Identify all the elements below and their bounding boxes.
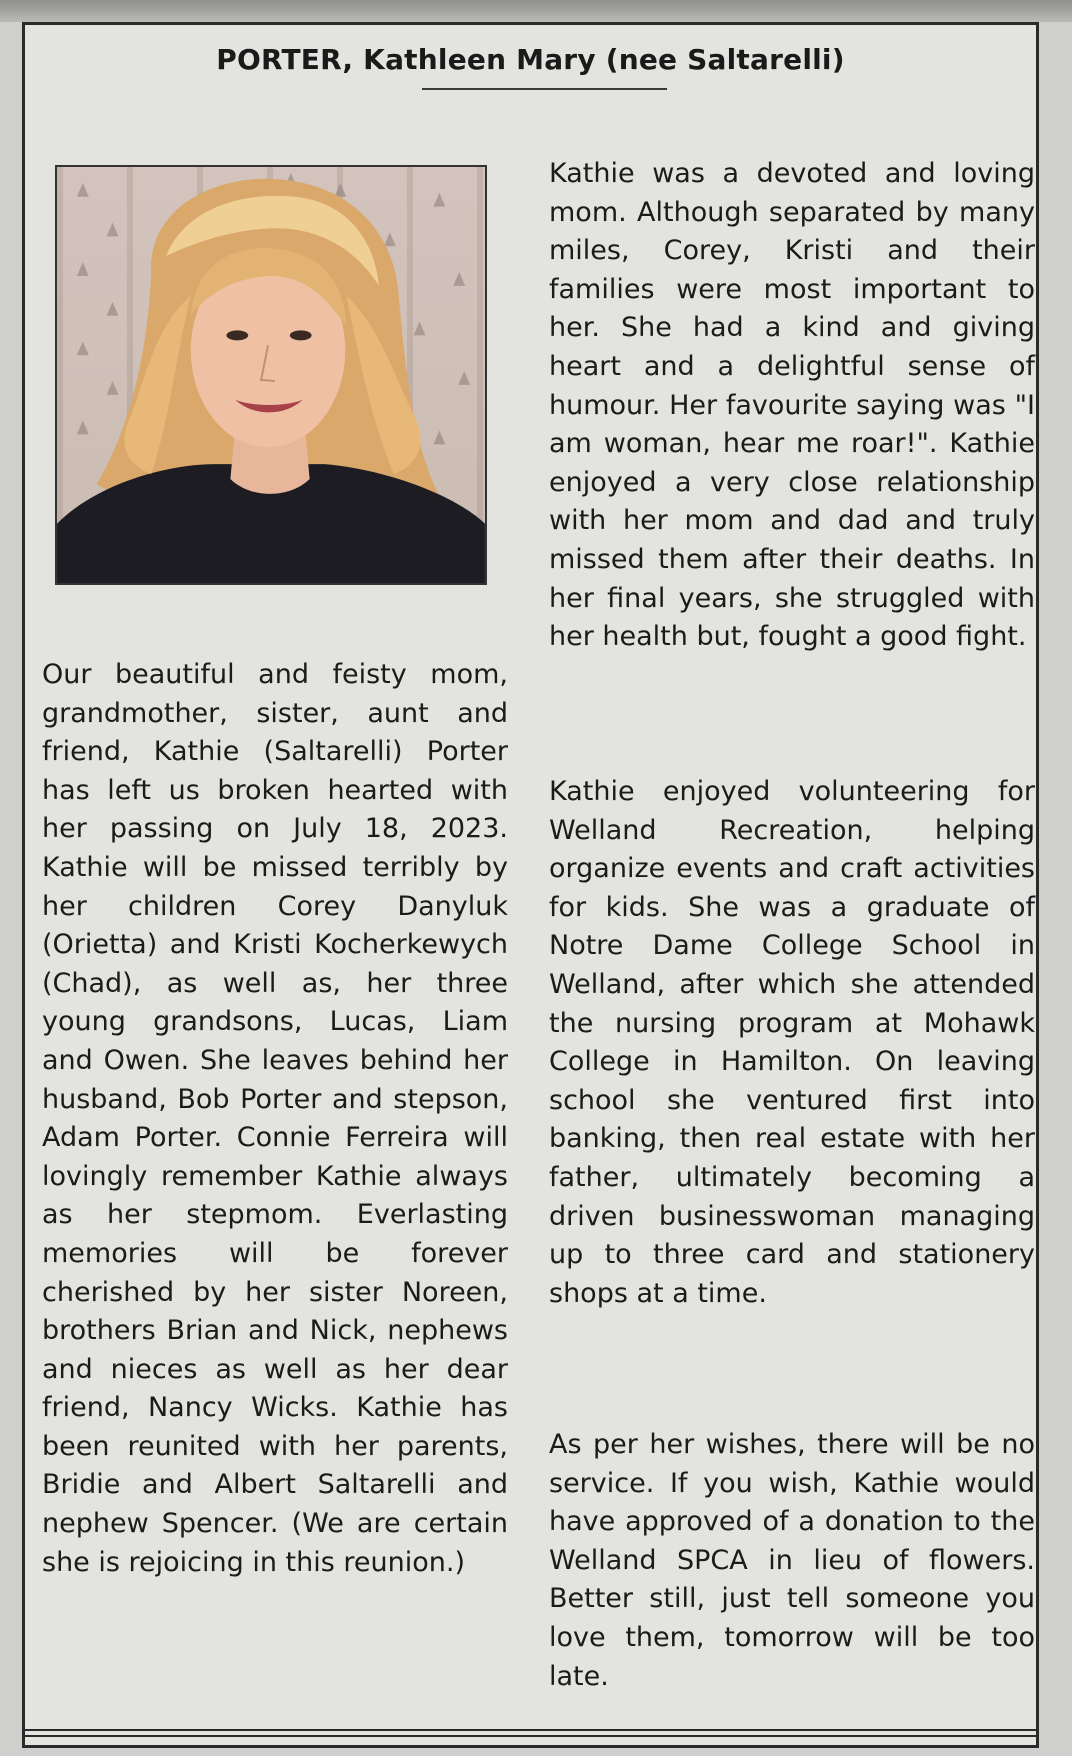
obituary-paragraph-wishes: As per her wishes, there will be no service. If you wish, Kathie would have approved of a donation to the Welland SPCA in lieu of flowers. Better still, just tell someone you love them, tomorrow will be too late. bbox=[549, 1429, 1035, 1692]
obituary-headline: PORTER, Kathleen Mary (nee Saltarelli) bbox=[216, 43, 845, 76]
eye-right bbox=[290, 330, 312, 340]
portrait-photo bbox=[55, 165, 487, 585]
obituary-paragraph-career: Kathie enjoyed volunteering for Welland Recreation, helping organize events and craft activities for kids. She was a graduate of Notre Dame College School in Welland, after which she attended the nursing program at Mohawk College in Hamilton. On leaving school she ventured first into banking, then real estate with her father, ultimately becoming a driven businesswoman managing up to three card and stationery shops at a time. bbox=[549, 776, 1035, 1309]
obituary-main-text: Our beautiful and feisty mom, grandmother, sister, aunt and friend, Kathie (Saltarelli) Porter has left us broken hearted with her passing on July 18, 2023. Kathie will be missed terribly by her children Corey Danyluk (Orietta) and Kristi Kocherkewych (Chad), as well as, her three young grandsons, Lucas, Liam and Owen. She leaves behind her husband, Bob Porter and stepson, Adam Porter. Connie Ferreira will lovingly remember Kathie always as her stepmom. Everlasting memories will be forever cherished by her sister Noreen, brothers Brian and Nick, nephews and nieces as well as her dear friend, Nancy Wicks. Kathie has been reunited with her parents, Bridie and Albert Saltarelli and nephew Spencer. (We are certain she is rejoicing in this reunion.) bbox=[42, 659, 508, 1578]
portrait-illustration bbox=[57, 167, 485, 583]
obituary-clipping bbox=[22, 22, 1039, 1748]
page-top-edge bbox=[0, 0, 1072, 22]
obituary-paragraph-personality: Kathie was a devoted and loving mom. Although separated by many miles, Corey, Kristi and their families were most important to her. She had a kind and giving heart and a delightful sense of humour. Her favourite saying was "I am woman, hear me roar!". Kathie enjoyed a very close relationship with her mom and dad and truly missed them after their deaths. In her final years, she struggled with her health but, fought a good fight. bbox=[549, 158, 1035, 653]
headline-underline bbox=[422, 88, 667, 90]
eye-left bbox=[226, 330, 248, 340]
